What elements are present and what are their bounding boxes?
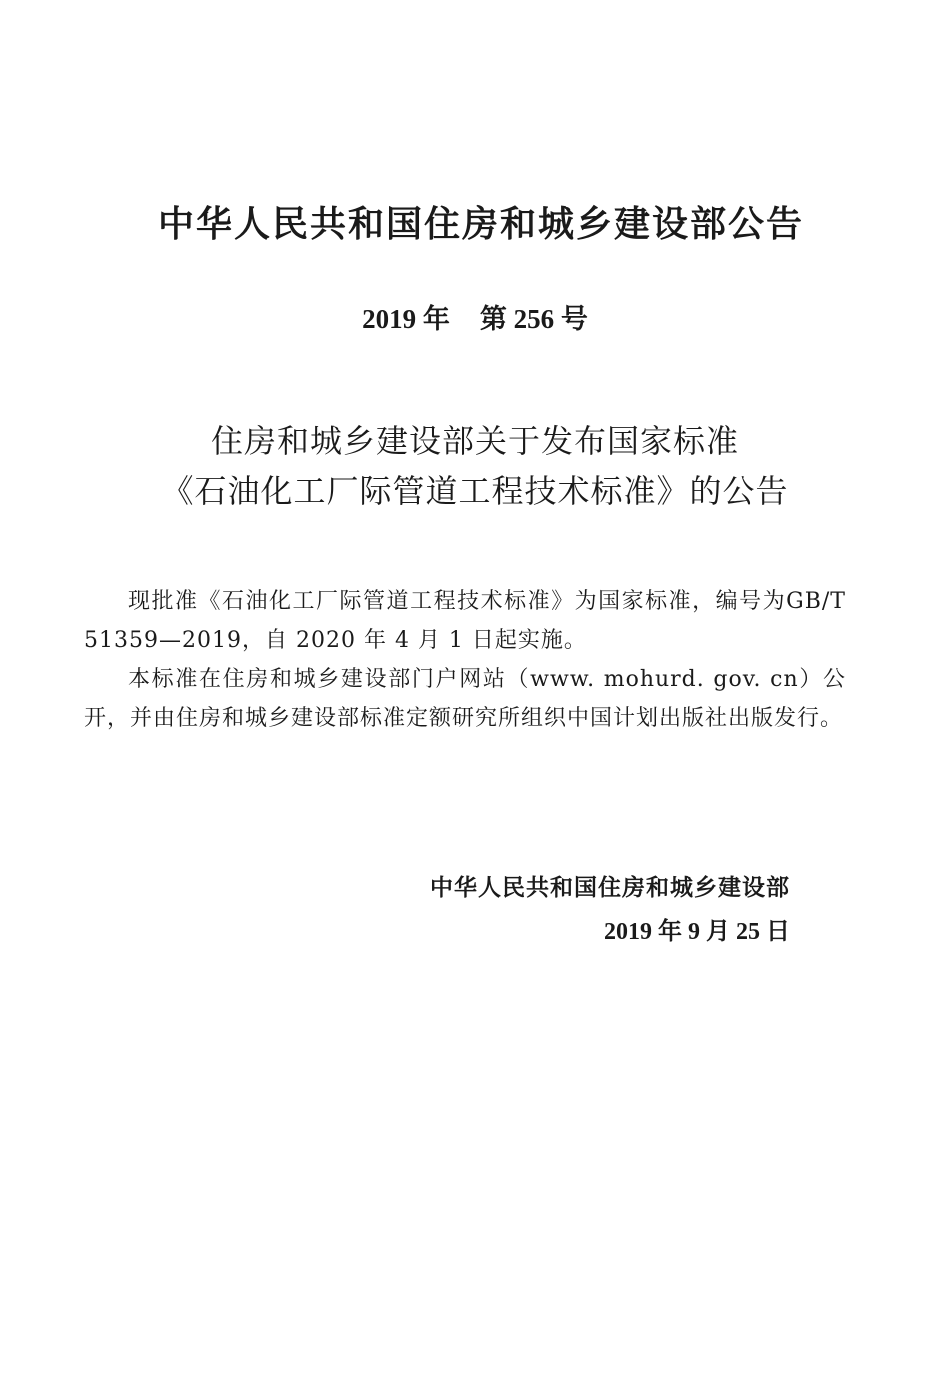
- announcement-title: 中华人民共和国住房和城乡建设部公告: [157, 204, 804, 245]
- body-paragraph-publication: 本标准在住房和城乡建设部门户网站（www. mohurd. gov. cn）公开，并由住房和城乡建设部标准定额研究所组织中国计划出版社出版发行。: [84, 667, 846, 731]
- announcement-number: [0, 297, 950, 336]
- body-paragraph-approval: 现批准《石油化工厂际管道工程技术标准》为国家标准，编号为GB/T 51359—2019，自 2020 年 4 月 1 日起实施。: [84, 589, 846, 653]
- signature-date: 2019 年 9 月 25 日: [604, 919, 790, 945]
- signature-organization: 中华人民共和国住房和城乡建设部: [430, 875, 790, 901]
- subtitle-line-1: 住房和城乡建设部关于发布国家标准: [210, 422, 739, 460]
- announcement-serial: 第 256 号: [479, 304, 588, 334]
- announcement-body: [84, 582, 846, 738]
- subtitle-line-2: 《石油化工厂际管道工程技术标准》的公告: [161, 472, 789, 510]
- announcement-year: 2019 年: [362, 304, 450, 334]
